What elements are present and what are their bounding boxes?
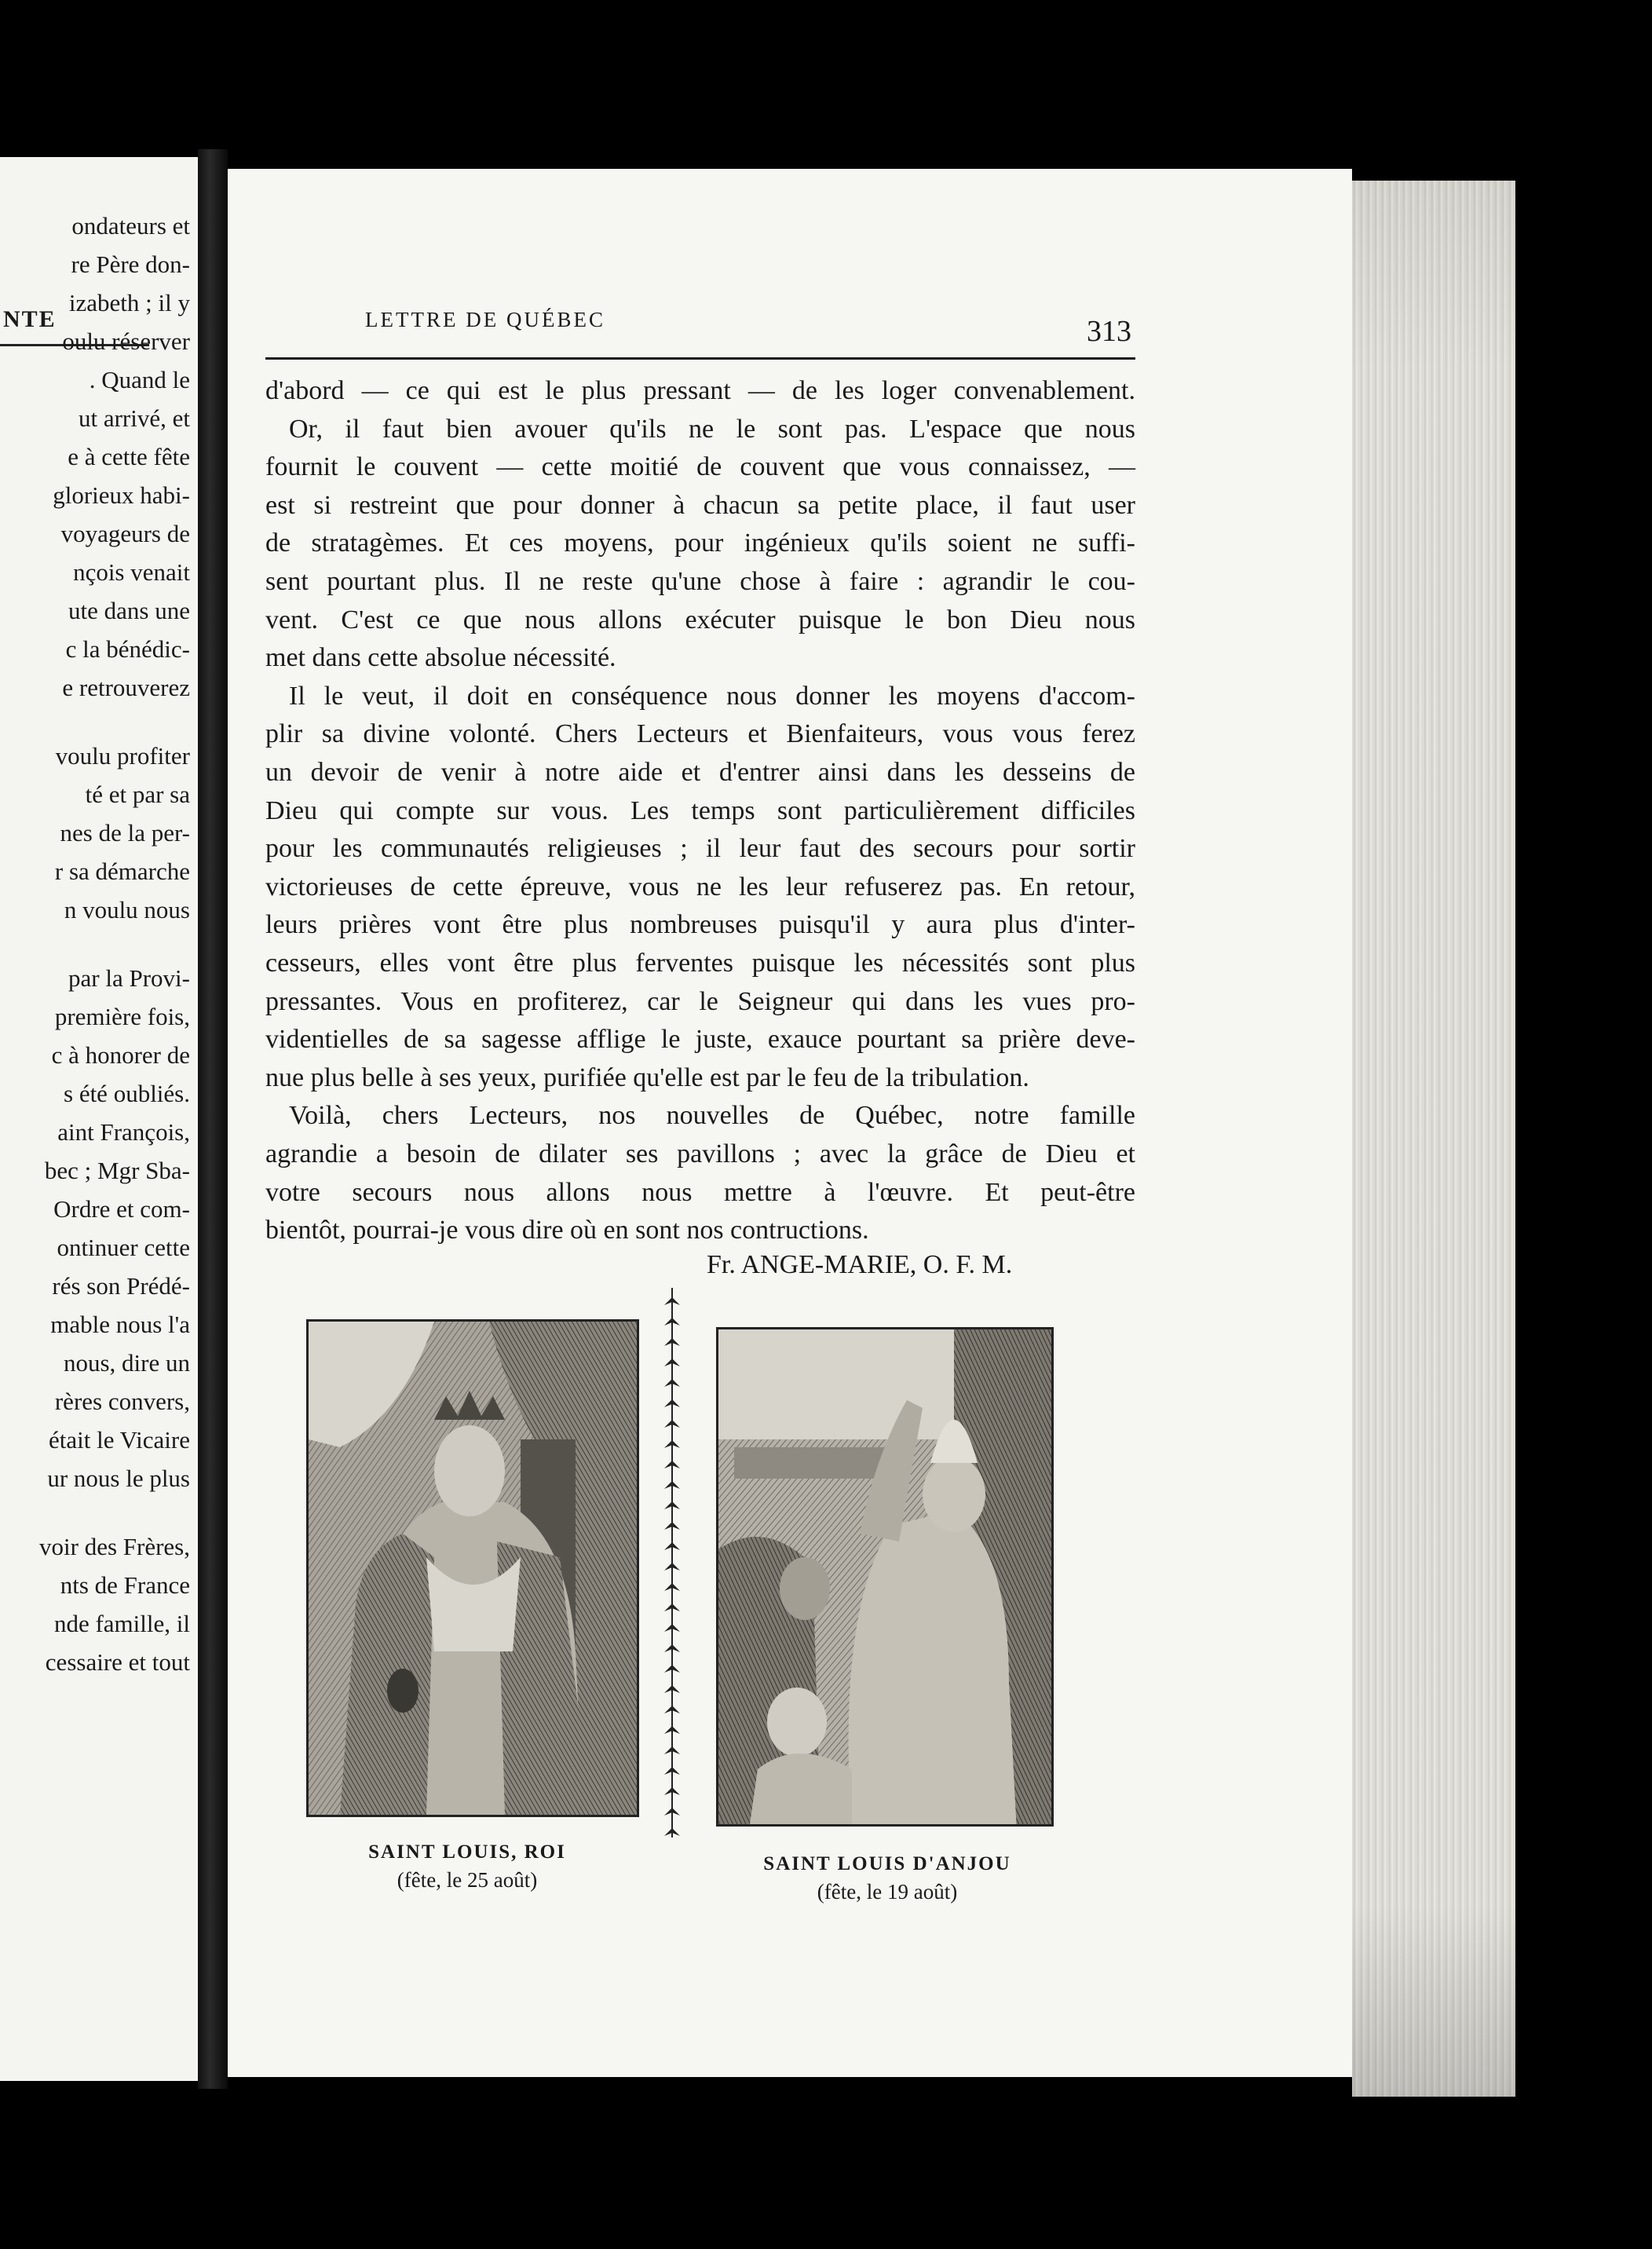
caption-saint-louis-roi (330, 1841, 605, 1892)
left-text-line: r sa démarche (54, 858, 190, 885)
left-text-line: nçois venait (73, 558, 190, 586)
left-text-line: izabeth ; il y (68, 289, 190, 316)
left-text-line: première fois, (54, 1003, 190, 1030)
body-text-line: agrandie a besoin de dilater ses pavillons ; avec la grâce de Dieu et (265, 1139, 1135, 1168)
left-text-line: té et par sa (85, 781, 190, 808)
left-text-line: ontinuer cette (57, 1234, 190, 1261)
body-text-line: met dans cette absolue nécessité. (265, 643, 616, 673)
left-text-line: par la Provi- (68, 964, 190, 992)
left-text-line: voyageurs de (60, 520, 190, 547)
body-text-line: cesseurs, elles vont être plus ferventes puisque les nécessités sont plus (265, 949, 1135, 978)
left-text-line: glorieux habi- (53, 481, 190, 509)
previous-page (0, 157, 198, 2081)
body-text-line: nue plus belle à ses yeux, purifiée qu'elle est par le feu de la tribulation. (265, 1062, 1029, 1092)
body-text-line: Voilà, chers Lecteurs, nos nouvelles de Québec, notre famille (289, 1101, 1135, 1131)
signature: Fr. ANGE-MARIE, O. F. M. (707, 1250, 1013, 1279)
body-text-line: Il le veut, il doit en conséquence nous donner les moyens d'accom- (289, 681, 1135, 711)
left-text-line: rés son Prédé- (52, 1272, 190, 1300)
page-stack-edge (1352, 181, 1515, 2097)
body-text-line: leurs prières vont être plus nombreuses puisqu'il y aura plus d'inter- (265, 910, 1135, 940)
body-text-line: Or, il faut bien avouer qu'ils ne le sont pas. L'espace que nous (289, 414, 1135, 444)
left-text-line: nts de France (60, 1571, 190, 1599)
caption-title: SAINT LOUIS D'ANJOU (763, 1853, 1011, 1874)
page-number: 313 (1087, 315, 1131, 348)
body-text-line: un devoir de venir à notre aide et d'entrer ainsi dans les desseins de (265, 758, 1135, 787)
body-text-line: videntielles de sa sagesse afflige le juste, exauce pourtant sa prière deve- (265, 1025, 1135, 1055)
running-head: LETTRE DE QUÉBEC (365, 308, 605, 331)
left-text-line: c la bénédic- (65, 635, 190, 663)
body-text-line: est si restreint que pour donner à chacun sa petite place, il faut user (265, 490, 1135, 520)
caption-date: (fête, le 25 août) (397, 1868, 538, 1892)
left-text-line: Ordre et com- (53, 1195, 190, 1223)
left-text-line: re Père don- (71, 250, 190, 278)
left-text-line: ut arrivé, et (78, 404, 190, 432)
caption-saint-louis-anjou (722, 1853, 1052, 1904)
body-text-line: de stratagèmes. Et ces moyens, pour ingénieux qu'ils soient ne suffi- (265, 528, 1135, 558)
left-text-line: e à cette fête (68, 443, 190, 470)
left-text-line: était le Vicaire (48, 1426, 190, 1454)
left-text-line: ute dans une (68, 597, 190, 624)
left-text-line: voulu profiter (55, 742, 190, 770)
left-running-head: NTE (3, 306, 57, 332)
left-text-line: e retrouverez (62, 674, 190, 701)
body-text-line: sent pourtant plus. Il ne reste qu'une chose à faire : agrandir le cou- (265, 567, 1135, 596)
left-text-line: . Quand le (89, 366, 190, 393)
left-text-line: s été oubliés. (64, 1080, 190, 1107)
left-text-line: bec ; Mgr Sba- (44, 1157, 190, 1184)
body-text-line: Dieu qui compte sur vous. Les temps sont particulièrement difficiles (265, 795, 1135, 825)
body-text-line: plir sa divine volonté. Chers Lecteurs et Bienfaiteurs, vous vous ferez (265, 719, 1135, 749)
left-text-line: ondateurs et (71, 212, 190, 240)
decorative-ornament-column (661, 1288, 683, 1838)
book-gutter (198, 149, 228, 2089)
body-text-line: vent. C'est ce que nous allons exécuter puisque le bon Dieu nous (265, 605, 1135, 634)
left-text-line: nes de la per- (60, 819, 190, 847)
body-text-line: votre secours nous allons nous mettre à l'œuvre. Et peut-être (265, 1177, 1135, 1207)
left-text-line: mable nous l'a (50, 1311, 190, 1338)
left-text-line: ur nous le plus (47, 1465, 190, 1492)
left-text-line: oulu réserver (62, 327, 190, 355)
body-text-line: pressantes. Vous en profiterez, car le Seigneur qui dans les vues pro- (265, 986, 1135, 1016)
left-text-line: aint François, (57, 1118, 190, 1146)
body-text-line: victorieuses de cette épreuve, vous ne les leur refuserez pas. En retour, (265, 872, 1135, 901)
left-text-line: nde famille, il (53, 1610, 190, 1637)
body-text-line: pour les communautés religieuses ; il leur faut des secours pour sortir (265, 834, 1135, 864)
illustration-saint-louis-anjou (716, 1327, 1054, 1827)
left-text-line: rères convers, (54, 1388, 190, 1415)
head-rule (265, 357, 1135, 360)
illustration-saint-louis-roi (306, 1319, 639, 1817)
left-text-line: cessaire et tout (45, 1648, 190, 1676)
body-text-line: bientôt, pourrai-je vous dire où en sont nos contructions. (265, 1216, 869, 1245)
body-text-line: fournit le couvent — cette moitié de couvent que vous connaissez, — (265, 452, 1135, 482)
left-text-line: voir des Frères, (39, 1533, 190, 1560)
left-text-line: n voulu nous (64, 896, 190, 923)
left-text-line: c à honorer de (51, 1041, 190, 1069)
caption-date: (fête, le 19 août) (817, 1880, 958, 1903)
body-text-line: d'abord — ce qui est le plus pressant — de les loger convenablement. (265, 376, 1135, 405)
caption-title: SAINT LOUIS, ROI (368, 1841, 566, 1863)
left-text-line: nous, dire un (63, 1349, 190, 1377)
